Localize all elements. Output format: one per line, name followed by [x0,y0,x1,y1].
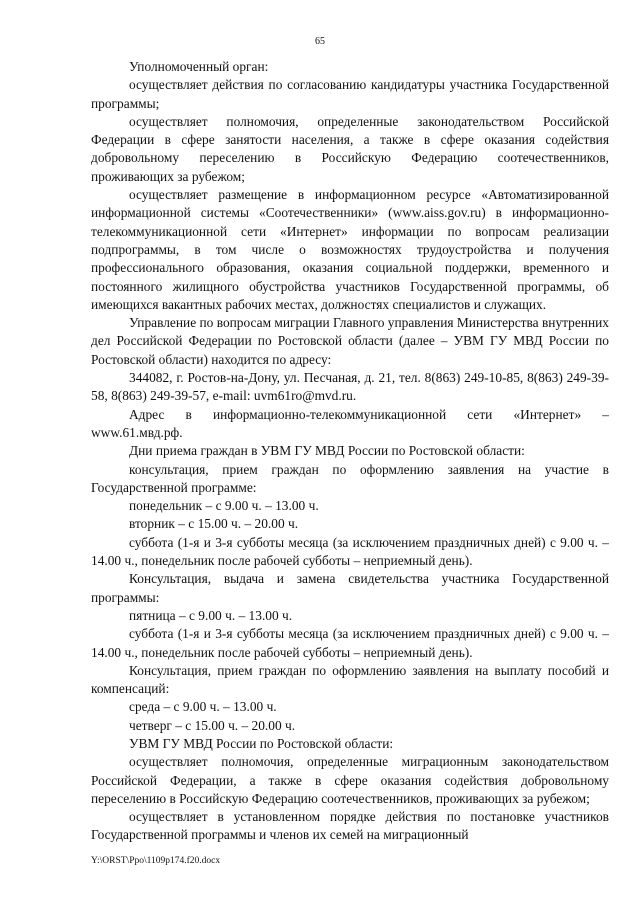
paragraph: Консультация, выдача и замена свидетельства участника Государственной программы: [91,571,609,605]
paragraph: Уполномоченный орган: [129,59,269,74]
paragraph: Консультация, прием граждан по оформлению заявления на выплату пособий и компенсаций: [91,662,609,697]
document-body [91,58,609,845]
paragraph: осуществляет полномочия, определенные миграционным законодательством Российской Федерации, а также в сфере оказания содействия добровольному переселению в Российскую Федерацию соотечественников, проживающих за рубежом; [91,754,609,806]
paragraph: четверг – с 15.00 ч. – 20.00 ч. [129,717,296,733]
page-number: 65 [315,36,325,47]
paragraph: консультация, прием граждан по оформлению заявления на участие в Государственной программе: [91,461,609,495]
paragraph: вторник – с 15.00 ч. – 20.00 ч. [129,516,299,532]
paragraph: осуществляет действия по согласованию кандидатуры участника Государственной программы; [91,77,609,111]
paragraph: осуществляет размещение в информационном ресурсе «Автоматизированной информационной системы «Соотечественники» (www.aiss.gov.ru) в информационно-телекоммуникационной сети «Интернет» информации по вопросам реализации подпрограммы, в том числе о возможностях трудоустройства и получения профессионального образования, оказания социальной поддержки, временного и постоянного жилищного обустройства участников Государственной программы, об имеющихся вакантных рабочих местах, должностях специалистов и служащих. [91,187,609,312]
paragraph: Управление по вопросам миграции Главного управления Министерства внутренних дел Российской Федерации по Ростовской области (далее – УВМ ГУ МВД России по Ростовской области) находится по адресу: [91,315,609,367]
paragraph: среда – с 9.00 ч. – 13.00 ч. [129,699,277,715]
paragraph: 344082, г. Ростов-на-Дону, ул. Песчаная, д. 21, тел. 8(863) 249-10-85, 8(863) 249-39-58, 8(863) 249-39-57, e-mail: uvm61ro@mvd.ru. [91,370,609,404]
paragraph: пятница – с 9.00 ч. – 13.00 ч. [129,607,293,623]
paragraph: УВМ ГУ МВД России по Ростовской области: [129,735,394,751]
paragraph: Дни приема граждан в УВМ ГУ МВД России по Ростовской области: [129,443,525,459]
paragraph: Адрес в информационно-телекоммуникационной сети «Интернет» – www.61.мвд.рф. [91,406,609,440]
paragraph: понедельник – с 9.00 ч. – 13.00 ч. [129,498,319,514]
footer-file-path: Y:\ORST\Ppo\1109p174.f20.docx [91,856,221,866]
paragraph: суббота (1-я и 3-я субботы месяца (за исключением праздничных дней) с 9.00 ч. – 14.00 ч., понедельник после рабочей субботы – неприемный день). [91,626,609,660]
paragraph: суббота (1-я и 3-я субботы месяца (за исключением праздничных дней) с 9.00 ч. – 14.00 ч., понедельник после рабочей субботы – неприемный день). [91,534,609,569]
paragraph: осуществляет в установленном порядке действия по постановке участников Государственной программы и членов их семей на миграционный [91,809,609,843]
paragraph: осуществляет полномочия, определенные законодательством Российской Федерации в сфере занятости населения, а также в сфере оказания содействия добровольному переселению в Российскую Федерацию соотечественников, проживающих за рубежом; [91,113,609,184]
